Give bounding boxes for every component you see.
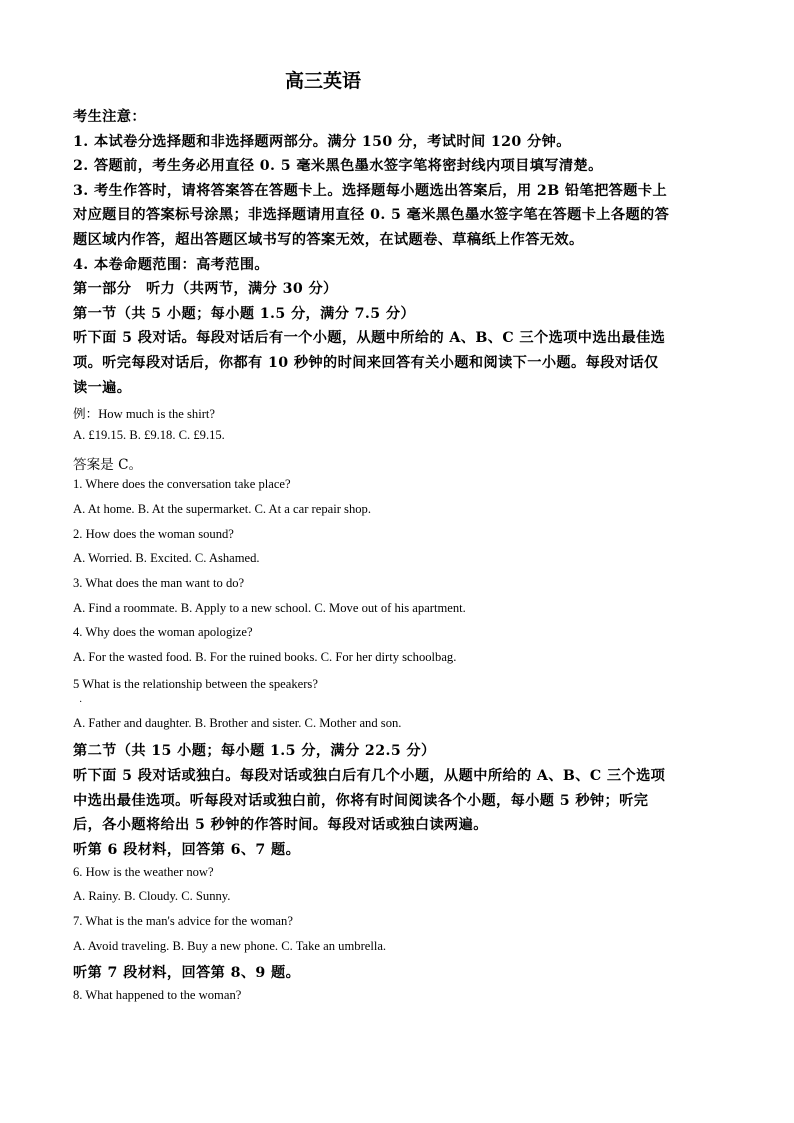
question-4: 4. Why does the woman apologize? xyxy=(73,625,253,639)
options-5: A. Father and daughter. B. Brother and sister. C. Mother and son. xyxy=(73,716,402,730)
example-question: 例：How much is the shirt? xyxy=(73,407,216,421)
notice-heading: 考生注意： xyxy=(73,109,146,125)
section2-instruction: 中选出最佳选项。听每段对话或独白前，你将有时间阅读各个小题，每小题 5 秒钟；听完 xyxy=(73,793,649,809)
options-6: A. Rainy. B. Cloudy. C. Sunny. xyxy=(73,889,231,903)
section2-instruction: 后，各小题将给出 5 秒钟的作答时间。每段对话或独白读两遍。 xyxy=(73,817,488,833)
options-1: A. At home. B. At the supermarket. C. At a car repair shop. xyxy=(73,502,371,516)
notice-item: 对应题目的答案标号涂黑；非选择题请用直径 0. 5 毫米黑色墨水签字笔在答题卡上各题的答 xyxy=(73,207,670,223)
section1-instruction: 听下面 5 段对话。每段对话后有一个小题，从题中所给的 A、B、C 三个选项中选出最佳选 xyxy=(73,330,666,346)
question-5: 5 What is the relationship between the speakers? xyxy=(73,677,318,691)
material-7-heading: 听第 7 段材料，回答第 8、9 题。 xyxy=(73,965,301,981)
options-4: A. For the wasted food. B. For the ruined books. C. For her dirty schoolbag. xyxy=(73,650,457,664)
section1-title: 第一节（共 5 小题；每小题 1.5 分，满分 7.5 分） xyxy=(73,306,416,322)
section1-instruction: 项。听完每段对话后，你都有 10 秒钟的时间来回答有关小题和阅读下一小题。每段对话仅 xyxy=(73,355,659,371)
question-3: 3. What does the man want to do? xyxy=(73,576,245,590)
question-1: 1. Where does the conversation take place? xyxy=(73,477,291,491)
question-6: 6. How is the weather now? xyxy=(73,865,214,879)
question-2: 2. How does the woman sound? xyxy=(73,527,234,541)
stray-dot: · xyxy=(79,697,83,708)
question-8: 8. What happened to the woman? xyxy=(73,988,242,1002)
section2-title: 第二节（共 15 小题；每小题 1.5 分，满分 22.5 分） xyxy=(73,743,436,759)
notice-item: 题区域内作答，超出答题区域书写的答案无效，在试题卷、草稿纸上作答无效。 xyxy=(73,232,584,248)
options-2: A. Worried. B. Excited. C. Ashamed. xyxy=(73,551,260,565)
notice-item: 3. 考生作答时，请将答案答在答题卡上。选择题每小题选出答案后，用 2B 铅笔把答题卡上 xyxy=(73,183,668,199)
options-3: A. Find a roommate. B. Apply to a new school. C. Move out of his apartment. xyxy=(73,601,466,615)
options-7: A. Avoid traveling. B. Buy a new phone. C. Take an umbrella. xyxy=(73,939,387,953)
notice-item: 2. 答题前，考生务必用直径 0. 5 毫米黑色墨水签字笔将密封线内项目填写清楚。 xyxy=(73,158,603,174)
example-options: A. £19.15. B. £9.18. C. £9.15. xyxy=(73,428,225,442)
part1-title: 第一部分 听力（共两节，满分 30 分） xyxy=(73,281,338,297)
notice-item: 4. 本卷命题范围：高考范围。 xyxy=(73,257,270,273)
section2-instruction: 听下面 5 段对话或独白。每段对话或独白后有几个小题，从题中所给的 A、B、C 三个选项 xyxy=(73,768,666,784)
notice-item: 1. 本试卷分选择题和非选择题两部分。满分 150 分，考试时间 120 分钟。 xyxy=(73,134,571,150)
question-7: 7. What is the man's advice for the woman? xyxy=(73,914,293,928)
example-answer: 答案是 C。 xyxy=(73,457,143,473)
section1-instruction: 读一遍。 xyxy=(73,380,132,396)
page-title: 高三英语 xyxy=(285,70,362,92)
material-6-heading: 听第 6 段材料，回答第 6、7 题。 xyxy=(73,842,301,858)
